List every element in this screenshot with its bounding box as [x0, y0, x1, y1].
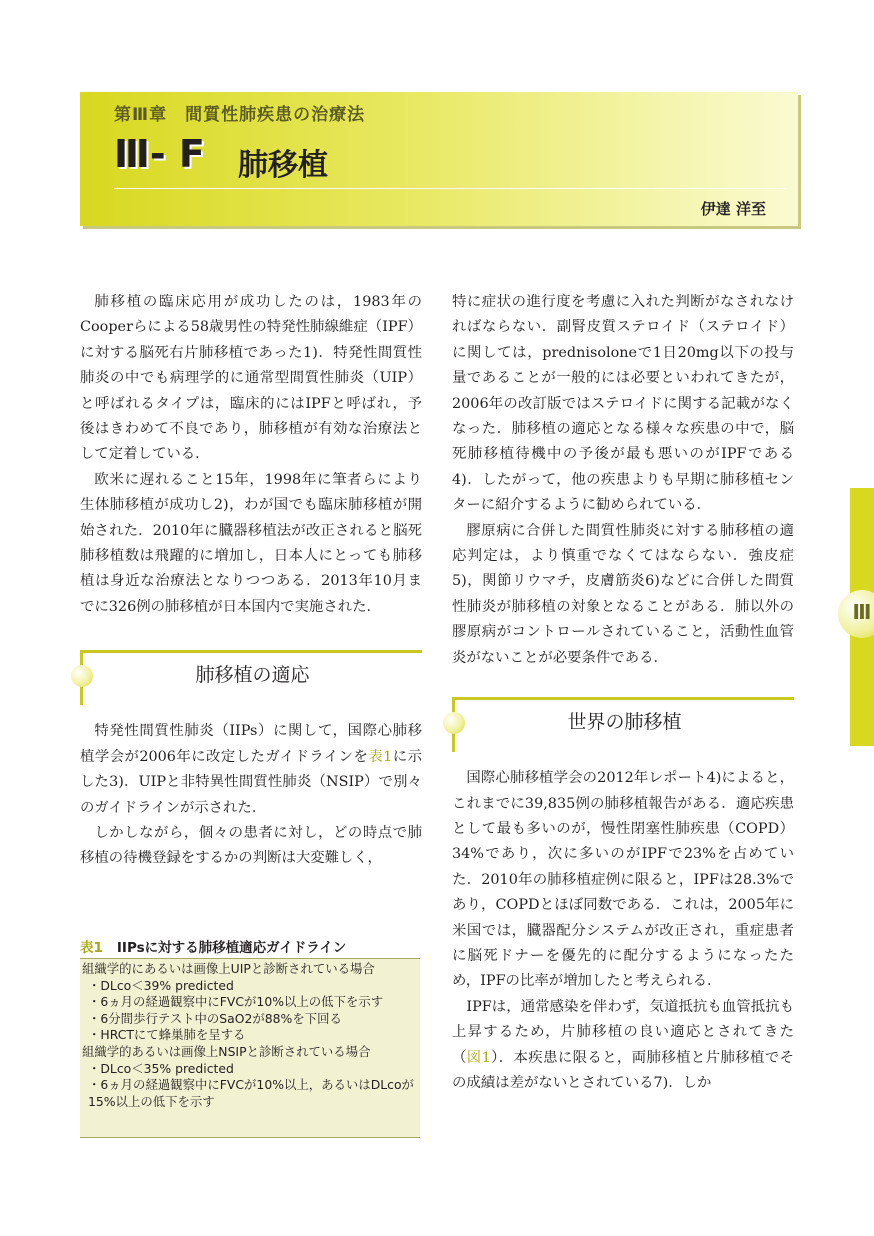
- table-caption: [80, 936, 346, 956]
- table-row: ・6ヵ月の経過観察中にFVCが10%以上の低下を示す: [88, 994, 384, 1010]
- chapter-label: 第Ⅲ章 間質性肺疾患の治療法: [114, 105, 366, 125]
- page-title: 肺移植: [238, 148, 328, 183]
- table-title: IIPsに対する肺移植適応ガイドライン: [116, 940, 347, 956]
- table-row: ・6ヵ月の経過観察中にFVCが10%以上，あるいはDLcoが15%以上の低下を示す: [88, 1077, 414, 1109]
- chapter-header: [80, 92, 798, 226]
- paragraph: 肺移植の臨床応用が成功したのは，1983年のCooperらによる58歳男性の特発性肺線維症（IPF）に対する脳死右片肺移植であった1)．特発性間質性肺炎の中でも病理学的に通常型間質性肺炎（UIP）と呼ばれるタイプは，臨床的にはIPFと呼ばれ，予後はきわめて不良であり，肺移植が有効な治療法として定着している．: [80, 294, 422, 463]
- left-column: [80, 290, 422, 872]
- paragraph: 特発性間質性肺炎（IIPs）に関して，国際心肺移植学会が2006年に改定したガイドラインを表1に示した3)．UIPと非特異性間質性肺炎（NSIP）で別々のガイドラインが示された．: [80, 723, 423, 816]
- paragraph: しかしながら，個々の患者に対し，どの時点で肺移植の待機登録をするかの判断は大変難しく，: [80, 824, 422, 867]
- paragraph: 膠原病に合併した間質性肺炎に対する肺移植の適応判定は，より慎重でなくてはならない．強皮症5)，関節リウマチ，皮膚筋炎6)などに合併した間質性肺炎が肺移植の対象となることがある．肺以外の膠原病がコントロールされていること，活動性血管炎がないことが必要条件である．: [452, 522, 794, 666]
- author-name: 伊達 洋至: [700, 200, 766, 218]
- section-heading: [452, 697, 794, 752]
- paragraph: IPFは，通常感染を伴わず，気道抵抗も血管抵抗も上昇するため，片肺移植の良い適応とされてきた（図1）．本疾患に限ると，両肺移植と片肺移植でその成績は差がないとされている7)．しか: [452, 998, 795, 1091]
- section-heading: [80, 650, 422, 705]
- figure-reference-link[interactable]: 図1: [466, 1049, 491, 1066]
- table-row: 組織学的にあるいは画像上UIPと診断されている場合: [82, 961, 375, 976]
- right-column: [452, 290, 794, 1096]
- table-label: 表1: [80, 940, 103, 956]
- paragraph: 特に症状の進行度を考慮に入れた判断がなされなければならない．副腎皮質ステロイド（ステロイド）に関しては，prednisoloneで1日20mg以下の投与量であることが一般的には必要といわれてきたが，2006年の改訂版ではステロイドに関する記載がなくなった．肺移植の適応となる様々な疾患の中で，脳死肺移植待機中の予後が最も悪いのがIPFである4)．したがって，他の疾患よりも早期に肺移植センターに紹介するように勧められている．: [452, 294, 794, 514]
- table-row: 組織学的あるいは画像上NSIPと診断されている場合: [82, 1043, 371, 1059]
- table-row: ・HRCTにて蜂巣肺を呈する: [88, 1027, 246, 1043]
- chapter-tab-number: Ⅲ: [852, 600, 872, 624]
- section-title: 肺移植の適応: [195, 664, 310, 687]
- header-rule: [114, 188, 786, 189]
- paragraph: 国際心肺移植学会の2012年レポート4)によると，これまでに39,835例の肺移植報告がある．適応疾患として最も多いのが，慢性閉塞性肺疾患（COPD）34%であり，次に多いのがIPFで23%を占めていた．2010年の肺移植症例に限ると，IPFは28.3%であり，COPDとほぼ同数である．これは，2005年に米国では，臓器配分システムが改正され，重症患者に脳死ドナーを優先的に配分するようになったため，IPFの比率が増加したと考えられる．: [452, 770, 794, 990]
- table-reference-link[interactable]: 表1: [368, 748, 393, 765]
- paragraph: 欧米に遅れること15年，1998年に筆者らにより生体肺移植が成功し2)，わが国でも臨床肺移植が開始された．2010年に臓器移植法が改正されると脳死肺移植数は飛躍的に増加し，日本人にとっても肺移植は身近な治療法となりつつある．2013年10月までに326例の肺移植が日本国内で実施された．: [80, 471, 422, 615]
- table-row: ・DLco＜35% predicted: [88, 1060, 234, 1076]
- table-row: ・6分間歩行テスト中のSaO2が88%を下回る: [88, 1010, 342, 1026]
- table-row: ・DLco＜39% predicted: [88, 977, 234, 993]
- chapter-side-tab: [850, 488, 874, 746]
- section-number: Ⅲ- F: [114, 132, 205, 176]
- section-title: 世界の肺移植: [567, 711, 682, 734]
- guideline-table: [80, 958, 420, 1138]
